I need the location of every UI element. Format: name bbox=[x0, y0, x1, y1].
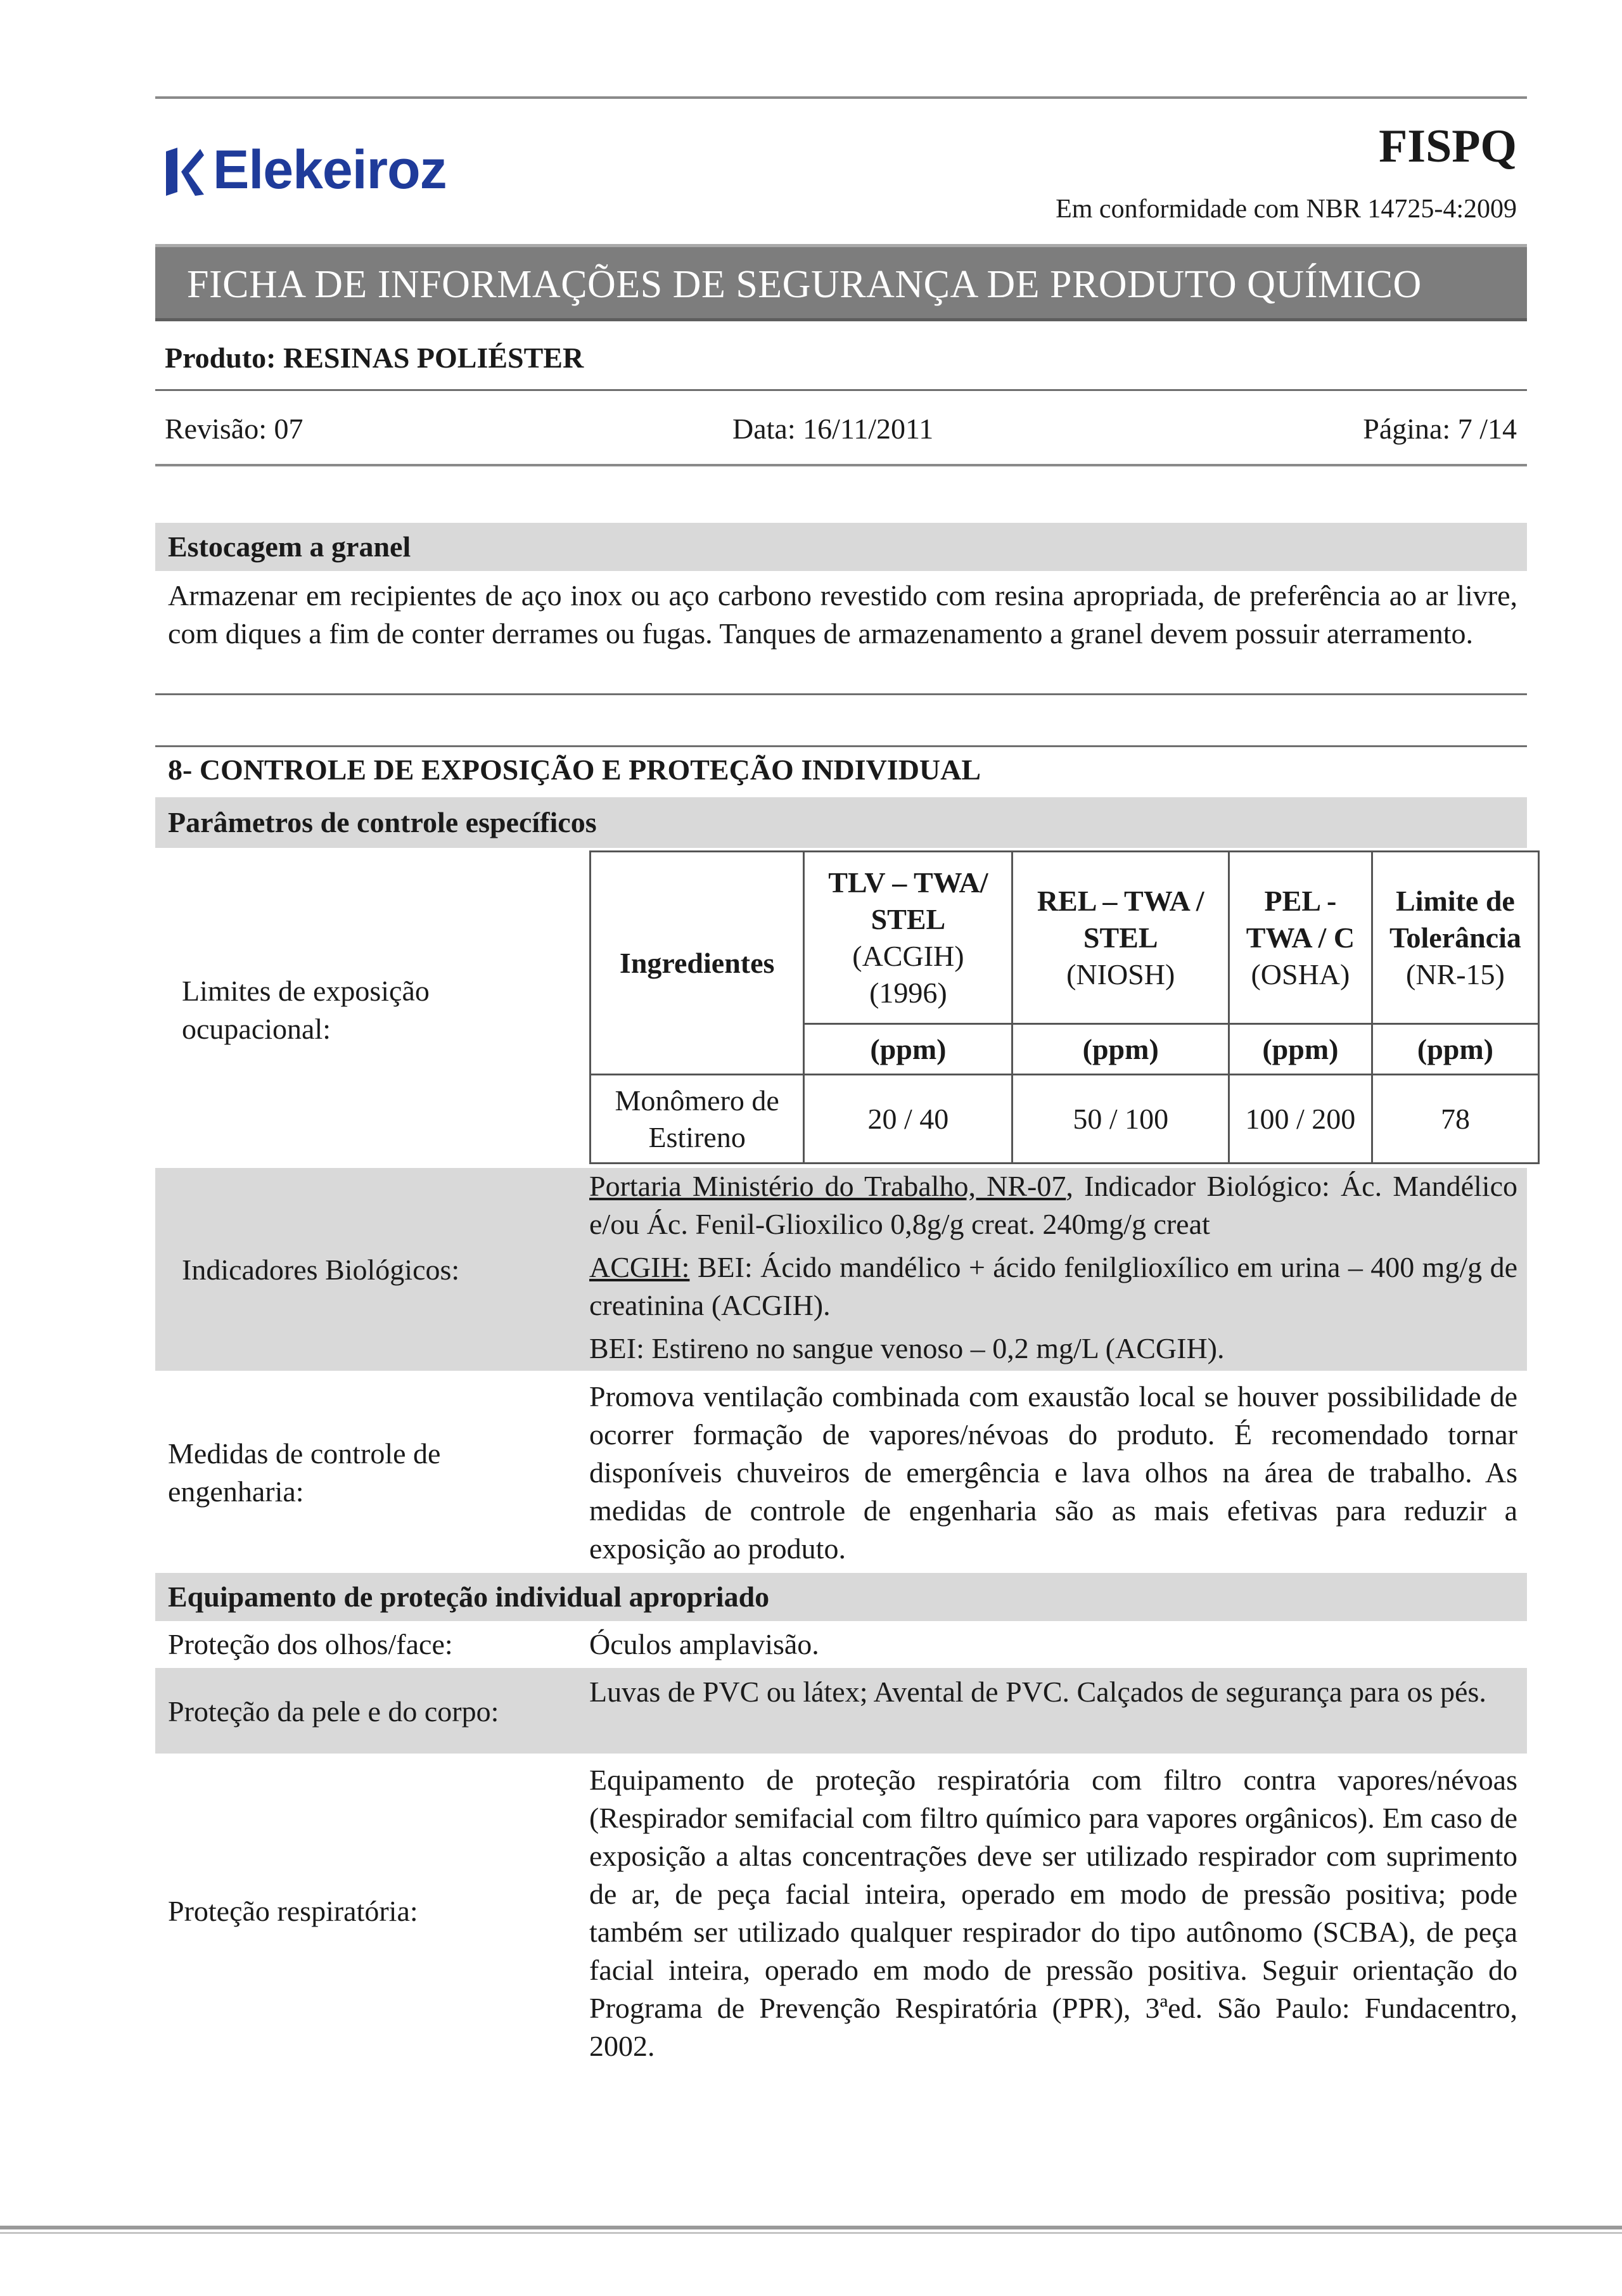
storage-rule bbox=[155, 693, 1527, 695]
header-rel bbox=[1012, 852, 1229, 1024]
bio-label: Indicadores Biológicos: bbox=[182, 1254, 460, 1286]
row-tlv: 20 / 40 bbox=[804, 1075, 1012, 1164]
epi-title: Equipamento de proteção individual apropriado bbox=[168, 1581, 770, 1613]
meta-rule bbox=[155, 464, 1527, 466]
header-ingredients: Ingredientes bbox=[591, 852, 804, 1075]
storage-title: Estocagem a granel bbox=[168, 530, 411, 563]
header-tlv-source: (ACGIH) (1996) bbox=[852, 939, 964, 1009]
product-name: Produto: RESINAS POLIÉSTER bbox=[165, 342, 584, 374]
header-limit bbox=[1372, 852, 1538, 1024]
resp-text: Equipamento de proteção respiratória com filtro contra vapores/névoas (Respirador semifacial com filtro químico para vapores orgânicos). Em caso de exposição a altas concentrações deve ser utilizado respirador com suprimento de ar, de peça facial inteira, operado em modo de pressão positiva; pode também ser utilizado qualquer respirador do tipo autônomo (SCBA), de peça facial inteira, operado em modo de pressão positiva. Seguir orientação do Programa de Prevenção Respiratória (PPR), 3ªed. São Paulo: Fundacentro, 2002. bbox=[589, 1764, 1517, 2062]
logo-mark-icon bbox=[163, 146, 205, 197]
skin-text: Luvas de PVC ou látex; Avental de PVC. Calçados de segurança para os pés. bbox=[589, 1676, 1486, 1708]
section8-top-rule bbox=[155, 745, 1527, 747]
header-pel-title: PEL - TWA / C bbox=[1246, 884, 1355, 954]
unit-rel: (ppm) bbox=[1012, 1024, 1229, 1075]
revision: Revisão: 07 bbox=[165, 413, 303, 445]
page-bottom-edge-2 bbox=[0, 2232, 1622, 2234]
compliance-note: Em conformidade com NBR 14725-4:2009 bbox=[1056, 195, 1517, 224]
product-rule bbox=[155, 389, 1527, 391]
header-rel-source: (NIOSH) bbox=[1066, 958, 1175, 991]
eng-label: Medidas de controle de engenharia: bbox=[168, 1437, 441, 1508]
bio-link-nr07: Portaria Ministério do Trabalho, NR-07 bbox=[589, 1170, 1066, 1202]
header-pel-source: (OSHA) bbox=[1251, 958, 1350, 991]
eyes-label: Proteção dos olhos/face: bbox=[168, 1628, 453, 1660]
bio-link-acgih: ACGIH: bbox=[589, 1251, 690, 1283]
header-tlv-title: TLV – TWA/ STEL bbox=[828, 866, 988, 935]
title-banner bbox=[155, 244, 1527, 321]
params-title: Parâmetros de controle específicos bbox=[168, 806, 597, 838]
eyes-text: Óculos amplavisão. bbox=[589, 1628, 819, 1660]
row-limit: 78 bbox=[1372, 1075, 1538, 1164]
logo-text: Elekeiroz bbox=[213, 139, 447, 200]
bio-text-3: BEI: Estireno no sangue venoso – 0,2 mg/L (ACGIH). bbox=[589, 1332, 1225, 1364]
bio-text-2-body: BEI: Ácido mandélico + ácido fenilglioxílico em urina – 400 mg/g de creatinina (ACGIH). bbox=[589, 1251, 1517, 1321]
banner-title: FICHA DE INFORMAÇÕES DE SEGURANÇA DE PRODUTO QUÍMICO bbox=[187, 263, 1422, 306]
table-header-row bbox=[591, 852, 1539, 1024]
header-limit-source: (NR-15) bbox=[1406, 958, 1505, 991]
exposure-limits-table bbox=[589, 850, 1540, 1164]
row-ingredient: Monômero de Estireno bbox=[591, 1075, 804, 1164]
header-rel-title: REL – TWA / STEL bbox=[1037, 884, 1204, 954]
header-top-rule bbox=[155, 96, 1527, 99]
unit-limit: (ppm) bbox=[1372, 1024, 1538, 1075]
eng-text: Promova ventilação combinada com exaustão local se houver possibilidade de ocorrer formação de vapores/névoas do produto. É recomendado tornar disponíveis chuveiros de emergência e lava olhos na área de trabalho. As medidas de controle de engenharia são as mais efetivas para reduzir a exposição ao produto. bbox=[589, 1380, 1517, 1565]
storage-text: Armazenar em recipientes de aço inox ou aço carbono revestido com resina apropriada, de preferência ao ar livre, com diques a fim de conter derrames ou fugas. Tanques de armazenamento a granel devem possuir aterramento. bbox=[168, 579, 1517, 650]
section8-title: 8- CONTROLE DE EXPOSIÇÃO E PROTEÇÃO INDIVIDUAL bbox=[168, 754, 981, 786]
page-number: Página: 7 /14 bbox=[1363, 413, 1517, 445]
limits-label: Limites de exposição ocupacional: bbox=[182, 975, 430, 1045]
doc-code: FISPQ bbox=[1379, 120, 1517, 172]
issue-date: Data: 16/11/2011 bbox=[732, 413, 934, 445]
page-bottom-edge bbox=[0, 2226, 1622, 2229]
header-tlv bbox=[804, 852, 1012, 1024]
row-pel: 100 / 200 bbox=[1229, 1075, 1372, 1164]
row-rel: 50 / 100 bbox=[1012, 1075, 1229, 1164]
table-row bbox=[591, 1075, 1539, 1164]
skin-label: Proteção da pele e do corpo: bbox=[168, 1695, 499, 1728]
unit-pel: (ppm) bbox=[1229, 1024, 1372, 1075]
bio-text-1-body: , Indicador Biológico: Ác. Mandélico e/ou Ác. Fenil-Glioxilico 0,8g/g creat. 240mg/g creat bbox=[589, 1170, 1517, 1240]
header-pel bbox=[1229, 852, 1372, 1024]
bio-text-1 bbox=[589, 1167, 1517, 1243]
resp-label: Proteção respiratória: bbox=[168, 1895, 418, 1927]
header-limit-title: Limite de Tolerância bbox=[1389, 884, 1521, 954]
unit-tlv: (ppm) bbox=[804, 1024, 1012, 1075]
bio-text-2 bbox=[589, 1248, 1517, 1324]
company-logo bbox=[163, 139, 455, 200]
